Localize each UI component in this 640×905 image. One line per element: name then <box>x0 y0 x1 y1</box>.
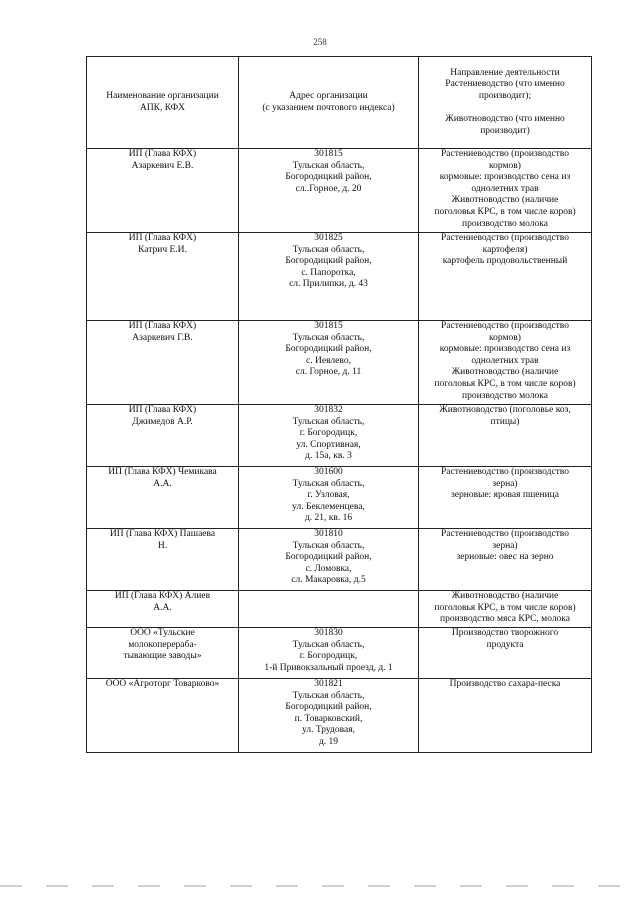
text-line: АПК, КФХ <box>139 102 186 113</box>
text-line: ИП (Глава КФХ) Чемикава <box>108 467 217 477</box>
table-row <box>87 321 592 405</box>
table-header-row <box>87 57 592 149</box>
text-line: ИП (Глава КФХ) Алиев <box>114 591 211 601</box>
text-line: поголовья КРС, в том числе коров) <box>434 602 576 613</box>
text-line: 301600 <box>314 467 343 477</box>
table-row <box>87 233 592 321</box>
text-line: ООО «Агроторг Товарково» <box>105 679 220 689</box>
text-line: сл. Прилипки, д. 43 <box>289 279 368 290</box>
text-line: А.А. <box>153 602 172 613</box>
org-name-cell <box>87 591 239 628</box>
address-cell <box>239 628 419 679</box>
header-address <box>239 57 419 149</box>
org-name-cell <box>87 679 239 753</box>
text-line: кормов) <box>489 332 521 343</box>
text-line: 301815 <box>314 321 343 331</box>
text-line: Животноводство (поголовье коз, <box>439 405 571 415</box>
text-line: ул. Трудовая, <box>302 725 355 736</box>
text-line: сл. Макаровка, д.5 <box>291 575 366 586</box>
text-line: Направление деятельности <box>450 67 560 78</box>
text-line: Н. <box>157 540 168 551</box>
text-line: кормовые: производство сена из <box>439 172 571 183</box>
text-line: Богородицкий район, <box>285 256 372 267</box>
address-cell <box>239 591 419 628</box>
text-line: Растениеводство (производство <box>441 529 569 539</box>
text-line: 1-й Привокзальный проезд, д. 1 <box>264 662 393 673</box>
text-line: А.А. <box>153 478 172 489</box>
text-line: Растениеводство (производство <box>441 149 569 159</box>
text-line: однолетних трав <box>471 355 539 366</box>
text-line: г. Богородицк, <box>299 428 358 439</box>
table-row <box>87 529 592 591</box>
text-line: Тульская область, <box>292 332 365 343</box>
text-line: зерна) <box>492 540 518 551</box>
text-line: 301815 <box>314 149 343 159</box>
text-line: с. Ломовка, <box>305 563 352 574</box>
text-line: Азаркевич Е.В. <box>131 160 194 171</box>
text-line: производство молока <box>462 218 548 229</box>
header-org <box>87 57 239 149</box>
table-row <box>87 679 592 753</box>
text-line: Тульская область, <box>292 478 365 489</box>
text-line: ИП (Глава КФХ) Пашаева <box>109 529 216 539</box>
table-row <box>87 149 592 233</box>
activity-cell <box>419 405 592 467</box>
text-line: 301825 <box>314 233 343 243</box>
org-name-cell <box>87 628 239 679</box>
text-line: Азаркевич Г.В. <box>132 332 193 343</box>
text-line: картофеля) <box>482 244 528 255</box>
text-line: Богородицкий район, <box>285 172 372 183</box>
activity-cell <box>419 233 592 321</box>
text-line: Тульская область, <box>292 416 365 427</box>
text-line: Производство творожного <box>451 628 559 638</box>
org-name-cell <box>87 405 239 467</box>
activity-cell <box>419 628 592 679</box>
text-line: г. Узловая, <box>307 490 350 501</box>
text-line: 301810 <box>314 529 343 539</box>
text-line: Растениеводство (что именно <box>445 79 565 90</box>
text-line: зерна) <box>492 478 518 489</box>
address-cell <box>239 233 419 321</box>
text-line: кормов) <box>489 160 521 171</box>
text-line: ул. Беклеменцева, <box>292 501 365 512</box>
text-line: с. Папоротка, <box>301 267 356 278</box>
text-line: ООО «Тульские <box>130 628 195 638</box>
text-line: поголовья КРС, в том числе коров) <box>434 206 576 217</box>
text-line: Животноводство (что именно <box>445 114 565 125</box>
text-line <box>421 103 589 115</box>
activity-cell <box>419 149 592 233</box>
text-line: ИП (Глава КФХ) <box>128 233 197 243</box>
address-cell <box>239 529 419 591</box>
text-line: ИП (Глава КФХ) <box>128 321 197 331</box>
address-cell <box>239 679 419 753</box>
text-line: 301832 <box>314 405 343 415</box>
address-cell <box>239 467 419 529</box>
activity-cell <box>419 321 592 405</box>
header-activity <box>419 57 592 149</box>
text-line: Катрич Е.И. <box>138 244 187 255</box>
text-line: производство мяса КРС, молока <box>439 614 570 625</box>
text-line: Адрес организации <box>289 90 368 101</box>
text-line: п. Товарковский, <box>294 713 363 724</box>
text-line: д. 15а, кв. 3 <box>305 451 352 462</box>
text-line: 301821 <box>314 679 343 689</box>
text-line: Растениеводство (производство <box>441 467 569 477</box>
activity-cell <box>419 679 592 753</box>
text-line: Растениеводство (производство <box>441 321 569 331</box>
text-line: Тульская область, <box>292 160 365 171</box>
text-line: птицы) <box>490 416 520 427</box>
org-name-cell <box>87 149 239 233</box>
text-line: Тульская область, <box>292 639 365 650</box>
table-row <box>87 405 592 467</box>
text-line: сл..Горное, д. 20 <box>295 183 362 194</box>
text-line: Тульская область, <box>292 540 365 551</box>
text-line: Животноводство (наличие <box>451 367 559 378</box>
text-line: картофель продовольственный <box>442 256 568 267</box>
address-cell <box>239 405 419 467</box>
text-line: Животноводство (наличие <box>451 591 559 601</box>
text-line: молокоперераба- <box>128 639 197 650</box>
text-line: Тульская область, <box>292 244 365 255</box>
text-line: ул. Спортивная, <box>296 439 361 450</box>
org-name-cell <box>87 529 239 591</box>
text-line: поголовья КРС, в том числе коров) <box>434 378 576 389</box>
text-line: производит); <box>478 90 532 101</box>
text-line: Джимедов А.Р. <box>132 416 193 427</box>
text-line: Тульская область, <box>292 690 365 701</box>
text-line: Производство сахара-песка <box>449 679 561 689</box>
text-line: д. 21, кв. 16 <box>304 513 353 524</box>
text-line: производство молока <box>462 390 548 401</box>
footer-scan-marks <box>0 885 640 887</box>
text-line: (с указанием почтового индекса) <box>262 102 395 113</box>
text-line: тывающие заводы» <box>123 651 202 662</box>
text-line: 301830 <box>314 628 343 638</box>
text-line: зерновые: яровая пшеница <box>451 490 559 501</box>
activity-cell <box>419 467 592 529</box>
text-line: производит) <box>480 125 530 136</box>
activity-cell <box>419 591 592 628</box>
text-line: Богородицкий район, <box>285 344 372 355</box>
text-line: однолетних трав <box>471 183 539 194</box>
organizations-table <box>86 56 592 753</box>
text-line: ИП (Глава КФХ) <box>128 405 197 415</box>
text-line: зерновые: овес на зерно <box>456 552 554 563</box>
text-line: продукта <box>486 639 524 650</box>
activity-cell <box>419 529 592 591</box>
text-line: г. Богородицк, <box>299 651 358 662</box>
text-line: д. 19 <box>318 736 339 747</box>
text-line: Наименование организации <box>106 90 219 101</box>
text-line: Растениеводство (производство <box>441 233 569 243</box>
address-cell <box>239 149 419 233</box>
text-line: Животноводство (наличие <box>451 195 559 206</box>
text-line: сл. Горное, д. 11 <box>295 367 362 378</box>
text-line: кормовые: производство сена из <box>439 344 571 355</box>
text-line: Богородицкий район, <box>285 702 372 713</box>
address-cell <box>239 321 419 405</box>
table-row <box>87 467 592 529</box>
text-line: ИП (Глава КФХ) <box>128 149 197 159</box>
page-number: 258 <box>313 37 327 47</box>
table-row <box>87 628 592 679</box>
org-name-cell <box>87 321 239 405</box>
org-name-cell <box>87 233 239 321</box>
table-row <box>87 591 592 628</box>
text-line: с. Иевлево, <box>306 355 351 366</box>
text-line: Богородицкий район, <box>285 552 372 563</box>
org-name-cell <box>87 467 239 529</box>
